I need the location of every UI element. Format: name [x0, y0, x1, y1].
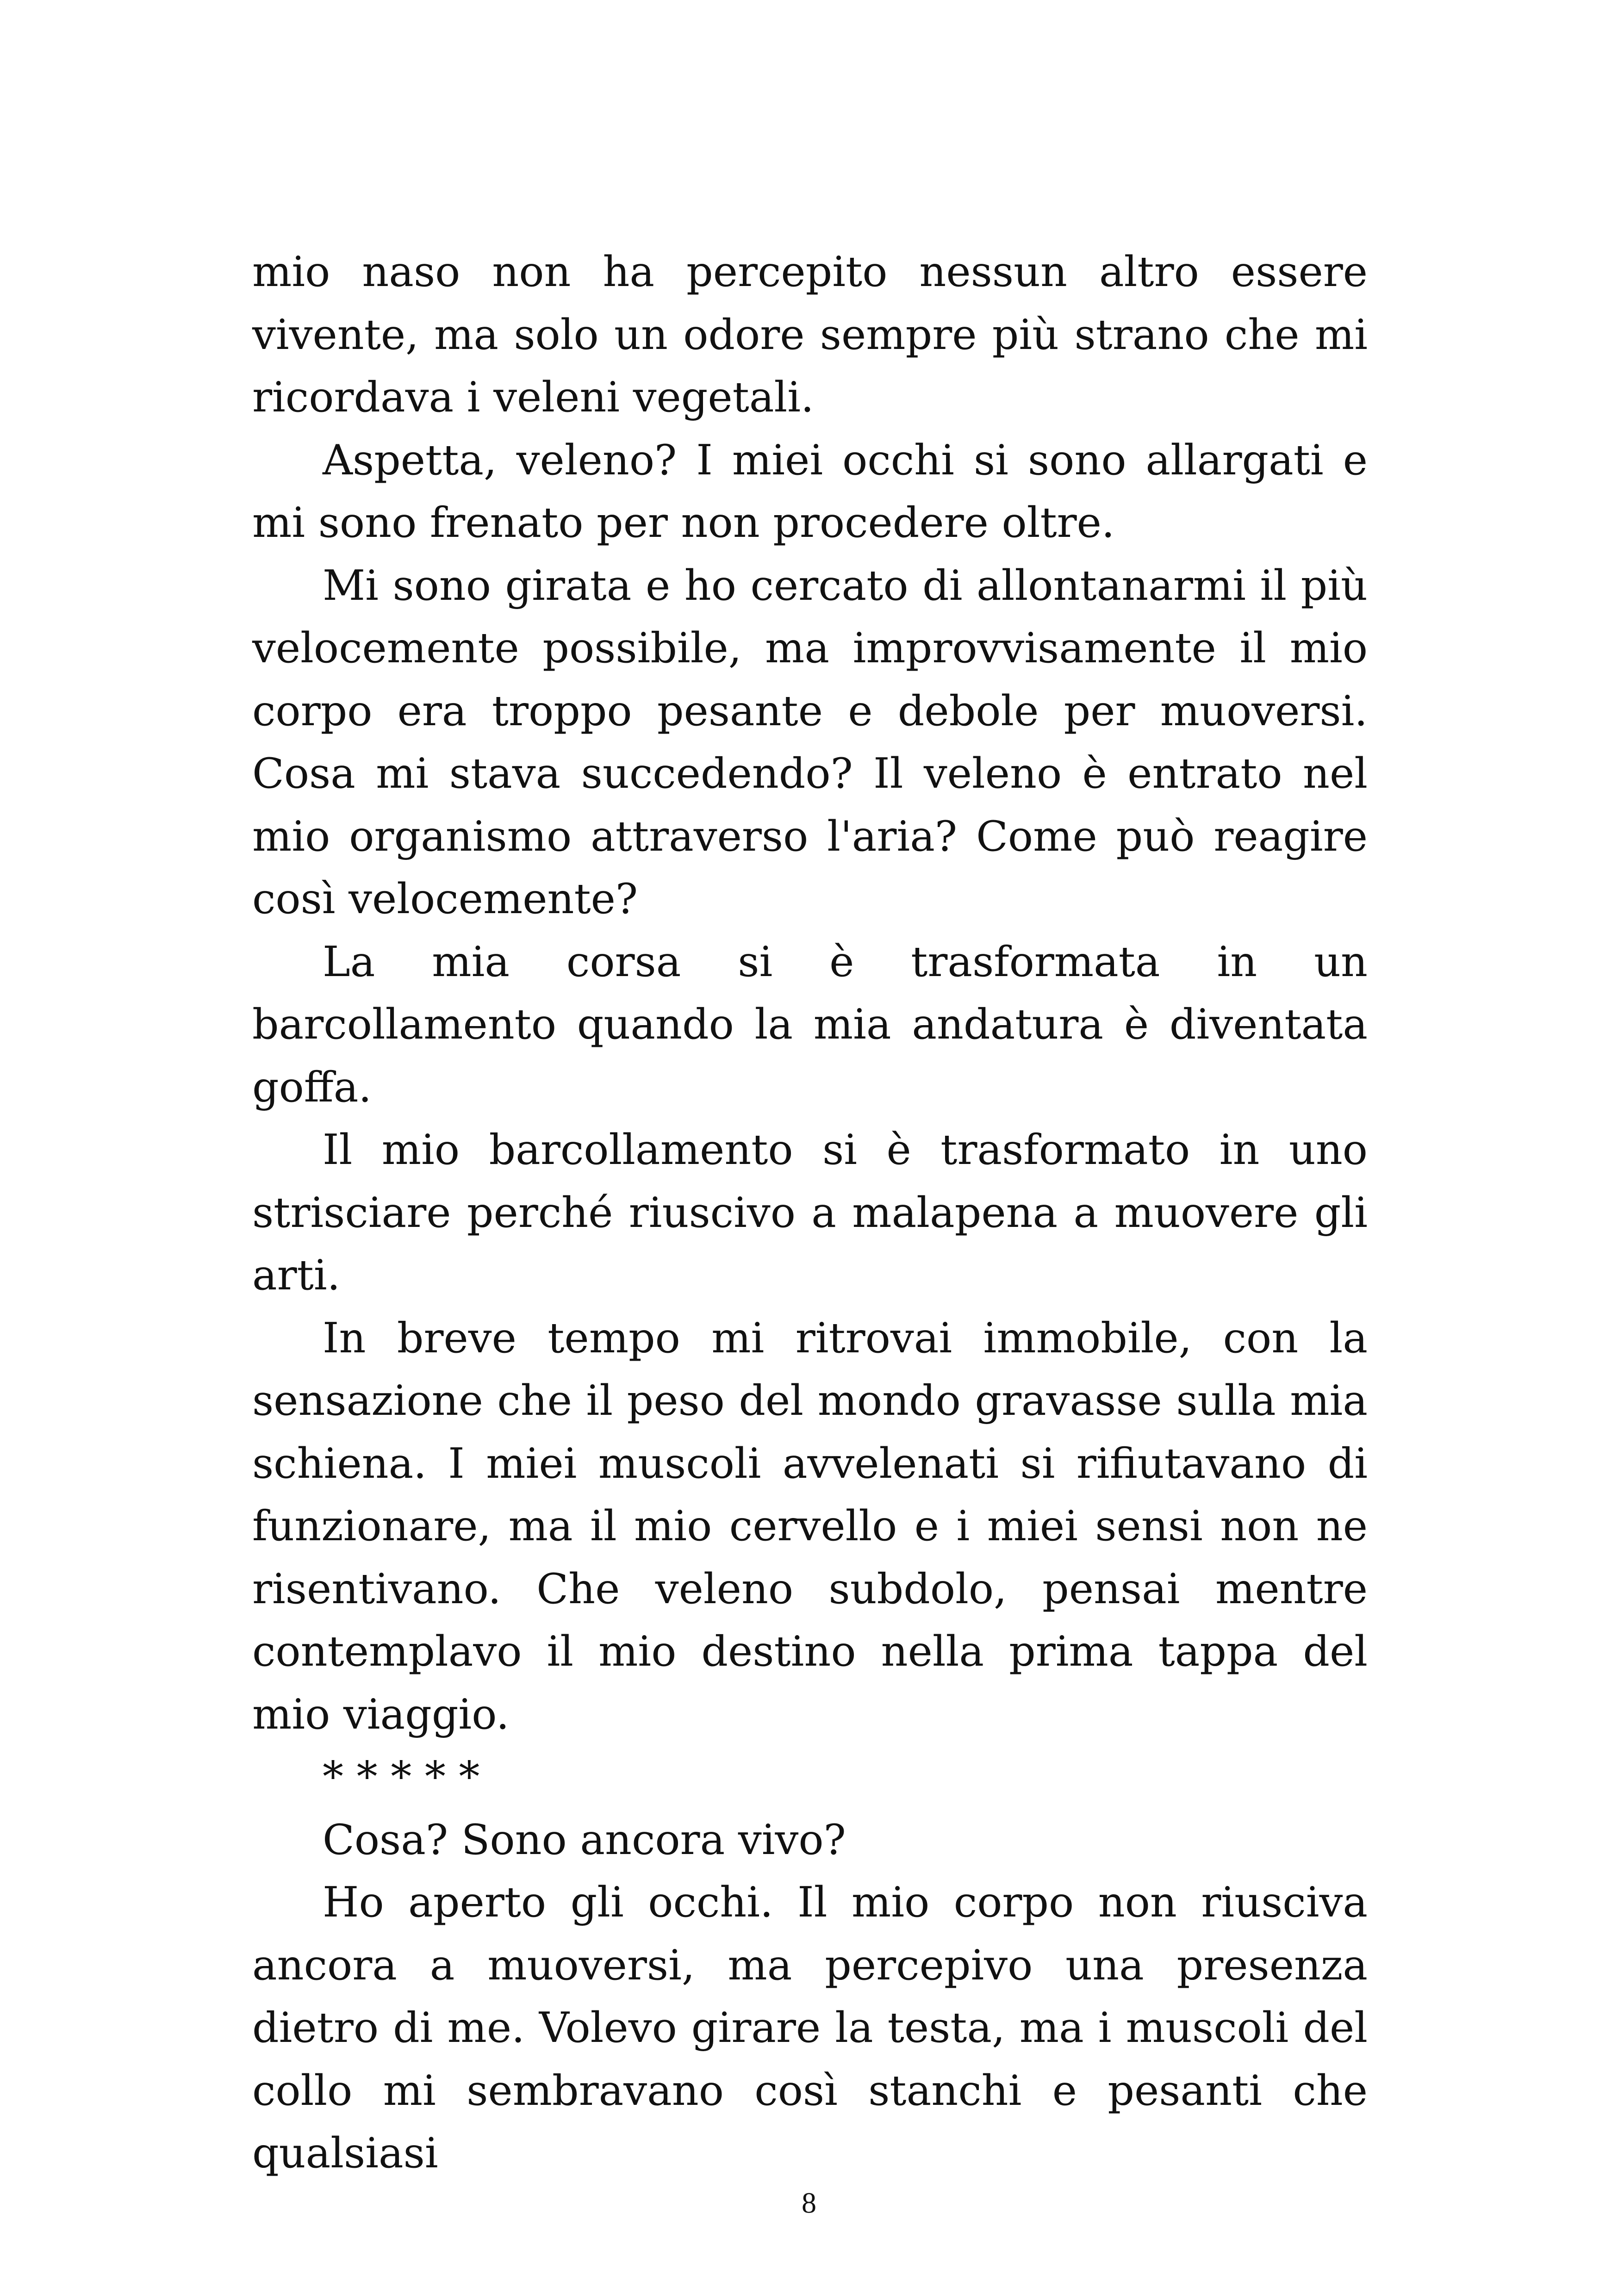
body-text [252, 241, 1368, 2185]
paragraph: Cosa? Sono ancora vivo? [323, 1815, 846, 1864]
paragraph: Mi sono girata e ho cercato di allontanarmi il più velocemente possibile, ma improvvisamente il mio corpo era troppo pesante e debole per muoversi. Cosa mi stava succedendo? Il veleno è entrato nel mio organismo attraverso l'aria? Come può reagire così velocemente? [252, 561, 1368, 923]
paragraph: La mia corsa si è trasformata in un barcollamento quando la mia andatura è diventata goffa. [252, 937, 1368, 1112]
paragraph: Aspetta, veleno? I miei occhi si sono allargati e mi sono frenato per non procedere oltre. [252, 436, 1368, 547]
page-number: 8 [802, 2186, 816, 2219]
paragraph-continuation: mio naso non ha percepito nessun altro essere vivente, ma solo un odore sempre più strano che mi ricordava i veleni vegetali. [252, 248, 1368, 422]
paragraph: In breve tempo mi ritrovai immobile, con la sensazione che il peso del mondo gravasse sulla mia schiena. I miei muscoli avvelenati si rifiutavano di funzionare, ma il mio cervello e i miei sensi non ne risentivano. Che veleno subdolo, pensai mentre contemplavo il mio destino nella prima tappa del mio viaggio. [252, 1313, 1368, 1739]
section-break: * * * * * [323, 1753, 480, 1801]
paragraph: Il mio barcollamento si è trasformato in uno strisciare perché riuscivo a malapena a muovere gli arti. [252, 1126, 1368, 1300]
paragraph: Ho aperto gli occhi. Il mio corpo non riusciva ancora a muoversi, ma percepivo una presenza dietro di me. Volevo girare la testa, ma i muscoli del collo mi sembravano così stanchi e pesanti che qualsiasi [252, 1878, 1368, 2178]
